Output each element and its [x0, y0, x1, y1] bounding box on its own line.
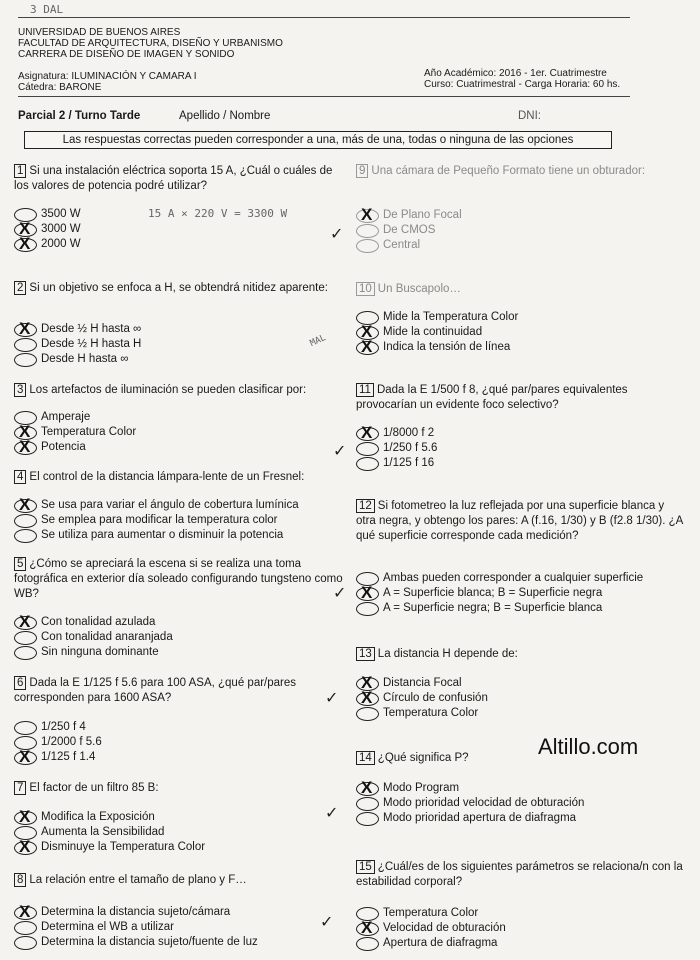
option-label: Determina el WB a utilizar	[41, 921, 174, 933]
question-number: 5	[14, 557, 26, 571]
question-number: 12	[356, 499, 375, 513]
answer-option[interactable]	[358, 921, 688, 936]
answer-option[interactable]	[358, 586, 688, 601]
question-number: 13	[356, 647, 375, 661]
check-mark-icon: ✓	[333, 585, 347, 602]
option-label: Con tonalidad azulada	[41, 616, 156, 628]
option-label: Modo prioridad apertura de diafragma	[383, 812, 577, 824]
answer-option[interactable]	[358, 601, 688, 616]
corner-note: 3 DAL	[30, 3, 64, 16]
answer-option[interactable]	[16, 528, 346, 543]
option-label: Determina la distancia sujeto/fuente de luz	[41, 936, 258, 948]
option-label: Ambas pueden corresponder a cualquier superficie	[383, 572, 644, 584]
marked-bubble-icon[interactable]	[14, 841, 37, 855]
surname-label: Apellido / Nombre	[179, 110, 271, 122]
question-stem	[14, 557, 347, 602]
answer-option[interactable]	[16, 905, 346, 920]
option-list	[358, 426, 688, 471]
empty-bubble-icon[interactable]	[356, 707, 379, 721]
option-label: Aumenta la Sensibilidad	[41, 826, 165, 838]
question-1	[14, 164, 344, 194]
answer-option[interactable]	[16, 840, 346, 855]
question-number: 7	[14, 781, 26, 795]
course-info: Curso: Cuatrimestral - Carga Horaria: 60 hs.	[424, 79, 621, 90]
question-number: 15	[356, 860, 375, 874]
empty-bubble-icon[interactable]	[356, 812, 379, 826]
marked-bubble-icon[interactable]	[356, 209, 379, 223]
instructions-box: Las respuestas correctas pueden corresponder a una, más de una, todas o ninguna de las opciones	[24, 131, 612, 149]
option-label: Temperatura Color	[41, 426, 137, 438]
empty-bubble-icon[interactable]	[356, 937, 379, 951]
answer-option[interactable]	[358, 706, 688, 721]
career-line: CARRERA DE DISEÑO DE IMAGEN Y SONIDO	[18, 49, 235, 60]
marked-bubble-icon[interactable]	[356, 922, 379, 936]
question-stem	[14, 781, 344, 796]
empty-bubble-icon[interactable]	[14, 921, 37, 935]
option-label: 1/125 f 1.4	[41, 751, 96, 763]
answer-option[interactable]	[16, 645, 346, 660]
question-13	[356, 647, 686, 662]
question-text: ¿Qué significa P?	[377, 752, 469, 764]
marked-bubble-icon[interactable]	[14, 751, 37, 765]
question-number: 10	[356, 282, 375, 296]
answer-option[interactable]	[16, 720, 346, 735]
answer-option[interactable]	[16, 337, 346, 352]
question-text: Dada la E 1/125 f 5.6 para 100 ASA, ¿qué par/pares corresponden para 1600 ASA?	[14, 677, 297, 704]
option-list	[16, 322, 346, 367]
question-number: 2	[14, 281, 26, 295]
question-number: 4	[14, 470, 26, 484]
check-mark-icon: ✓	[325, 690, 339, 707]
question-5	[14, 557, 347, 602]
option-label: Mide la continuidad	[383, 326, 483, 338]
option-label: Desde H hasta ∞	[41, 353, 129, 365]
answer-option[interactable]	[358, 456, 688, 471]
option-list	[358, 906, 688, 951]
option-label: Central	[383, 239, 421, 251]
question-6	[14, 676, 344, 706]
empty-bubble-icon[interactable]	[14, 936, 37, 950]
question-stem	[356, 860, 686, 890]
empty-bubble-icon[interactable]	[356, 797, 379, 811]
check-mark-icon: ✓	[330, 226, 344, 243]
answer-option[interactable]	[358, 906, 688, 921]
option-list	[16, 720, 346, 765]
option-label: Modifica la Exposición	[41, 811, 155, 823]
marked-bubble-icon[interactable]	[14, 906, 37, 920]
answer-option[interactable]	[358, 936, 688, 951]
question-text: La distancia H depende de:	[377, 648, 518, 660]
option-list	[16, 810, 346, 855]
answer-option[interactable]	[358, 340, 688, 355]
question-text: Si un objetivo se enfoca a H, se obtendrá nitidez aparente:	[29, 282, 328, 294]
answer-option[interactable]	[358, 208, 688, 223]
empty-bubble-icon[interactable]	[356, 457, 379, 471]
option-label: Determina la distancia sujeto/cámara	[41, 906, 231, 918]
answer-option[interactable]	[358, 441, 688, 456]
question-text: ¿Cuál/es de los siguientes parámetros se relaciona/n con la estabilidad corporal?	[356, 861, 683, 888]
option-label: Sin ninguna dominante	[41, 646, 159, 658]
answer-option[interactable]	[358, 426, 688, 441]
answer-option[interactable]	[16, 410, 346, 425]
question-4	[14, 470, 344, 485]
option-label: Disminuye la Temperatura Color	[41, 841, 206, 853]
answer-option[interactable]	[358, 325, 688, 340]
marked-bubble-icon[interactable]	[356, 692, 379, 706]
option-list	[358, 781, 688, 826]
check-mark-icon: ✓	[333, 443, 347, 460]
question-stem	[356, 499, 686, 544]
question-stem	[356, 164, 686, 179]
question-stem	[14, 281, 344, 296]
option-label: De Plano Focal	[383, 209, 462, 221]
empty-bubble-icon[interactable]	[356, 442, 379, 456]
marked-bubble-icon[interactable]	[14, 499, 37, 513]
question-15	[356, 860, 686, 890]
question-stem	[356, 647, 686, 662]
empty-bubble-icon[interactable]	[14, 529, 37, 543]
question-text: El control de la distancia lámpara-lente de un Fresnel:	[29, 471, 305, 483]
option-list	[358, 676, 688, 721]
option-label: 3000 W	[41, 223, 81, 235]
option-label: Círculo de confusión	[383, 692, 488, 704]
option-label: Se usa para variar el ángulo de cobertura lumínica	[41, 499, 299, 511]
option-label: 1/8000 f 2	[383, 427, 435, 439]
question-text: Si fotometreo la luz reflejada por una superficie blanca y otra negra, y obtengo los pares: A (f.16, 1/30) y B (f2.8 1/30). ¿A qué superficie corresponde cada medición?	[356, 500, 683, 542]
option-label: Se emplea para modificar la temperatura color	[41, 514, 278, 526]
university-line: UNIVERSIDAD DE BUENOS AIRES	[18, 27, 181, 38]
answer-option[interactable]	[358, 781, 688, 796]
question-number: 1	[14, 164, 26, 178]
marked-bubble-icon[interactable]	[14, 441, 37, 455]
option-label: 2000 W	[41, 238, 81, 250]
marked-bubble-icon[interactable]	[356, 782, 379, 796]
answer-option[interactable]	[16, 498, 346, 513]
empty-bubble-icon[interactable]	[356, 602, 379, 616]
answer-option[interactable]	[358, 691, 688, 706]
question-stem	[14, 676, 344, 706]
empty-bubble-icon[interactable]	[14, 353, 37, 367]
question-12	[356, 499, 686, 544]
question-text: Los artefactos de iluminación se pueden clasificar por:	[29, 384, 307, 396]
empty-bubble-icon[interactable]	[14, 338, 37, 352]
empty-bubble-icon[interactable]	[14, 514, 37, 528]
question-7	[14, 781, 344, 796]
question-number: 11	[356, 383, 374, 397]
option-label: Mide la Temperatura Color	[383, 311, 519, 323]
question-stem	[14, 164, 344, 194]
empty-bubble-icon[interactable]	[356, 224, 379, 238]
answer-option[interactable]	[16, 440, 346, 455]
answer-option[interactable]	[358, 223, 688, 238]
answer-option[interactable]	[16, 425, 346, 440]
check-mark-icon: ✓	[325, 805, 339, 822]
answer-option[interactable]	[16, 237, 346, 252]
question-text: ¿Cómo se apreciará la escena si se realiza una toma fotográfica en exterior día soleado configurando tungsteno como WB?	[14, 558, 343, 600]
option-list	[16, 615, 346, 660]
option-label: A = Superficie blanca; B = Superficie negra	[383, 587, 603, 599]
question-text: Si una instalación eléctrica soporta 15 A, ¿Cuál o cuáles de los valores de potencia podré utilizar?	[14, 165, 333, 192]
option-label: Indica la tensión de línea	[383, 341, 511, 353]
option-label: 3500 W	[41, 208, 81, 220]
question-stem	[356, 282, 686, 297]
academic-year: Año Académico: 2016 - 1er. Cuatrimestre	[424, 68, 607, 79]
mal-mark: MAL	[308, 333, 328, 349]
answer-option[interactable]	[16, 750, 346, 765]
answer-option[interactable]	[16, 920, 346, 935]
option-label: 1/2000 f 5.6	[41, 736, 102, 748]
answer-option[interactable]	[16, 630, 346, 645]
watermark: Altillo.com	[538, 734, 639, 759]
option-label: Desde ½ H hasta H	[41, 338, 142, 350]
marked-bubble-icon[interactable]	[14, 616, 37, 630]
option-label: Se utiliza para aumentar o disminuir la potencia	[41, 529, 284, 541]
question-stem	[14, 470, 344, 485]
option-label: Desde ½ H hasta ∞	[41, 323, 142, 335]
question-number: 8	[14, 873, 26, 887]
option-label: Temperatura Color	[383, 907, 479, 919]
question-2	[14, 281, 344, 296]
option-label: Con tonalidad anaranjada	[41, 631, 173, 643]
answer-option[interactable]	[358, 571, 688, 586]
faculty-line: FACULTAD DE ARQUITECTURA, DISEÑO Y URBANISMO	[18, 38, 283, 49]
question-text: Una cámara de Pequeño Formato tiene un obturador:	[371, 165, 646, 177]
option-label: Distancia Focal	[383, 677, 462, 689]
option-list	[358, 208, 688, 253]
option-list	[16, 410, 346, 455]
question-number: 6	[14, 676, 26, 690]
answer-option[interactable]	[16, 935, 346, 950]
chair-line: Cátedra: BARONE	[18, 82, 102, 93]
marked-bubble-icon[interactable]	[356, 427, 379, 441]
option-list	[358, 310, 688, 355]
answer-option[interactable]	[16, 513, 346, 528]
empty-bubble-icon[interactable]	[14, 631, 37, 645]
answer-option[interactable]	[16, 222, 346, 237]
question-stem	[14, 383, 344, 398]
empty-bubble-icon[interactable]	[14, 721, 37, 735]
answer-option[interactable]	[16, 322, 346, 337]
question-number: 3	[14, 383, 26, 397]
answer-option[interactable]	[358, 310, 688, 325]
empty-bubble-icon[interactable]	[356, 239, 379, 253]
option-list	[16, 498, 346, 543]
question-text: Un Buscapolo…	[377, 283, 461, 295]
answer-option[interactable]	[358, 796, 688, 811]
question-stem	[356, 383, 686, 413]
option-list	[358, 571, 688, 616]
marked-bubble-icon[interactable]	[14, 238, 37, 252]
option-label: A = Superficie negra; B = Superficie blanca	[383, 602, 603, 614]
question-text: La relación entre el tamaño de plano y F…	[29, 874, 247, 886]
marked-bubble-icon[interactable]	[356, 587, 379, 601]
option-label: Modo Program	[383, 782, 460, 794]
answer-option[interactable]	[16, 810, 346, 825]
option-label: 1/250 f 5.6	[383, 442, 438, 454]
check-mark-icon: ✓	[320, 914, 334, 931]
empty-bubble-icon[interactable]	[14, 646, 37, 660]
question-text: Dada la E 1/500 f 8, ¿qué par/pares equivalentes provocarían un evidente foco selectivo?	[356, 384, 628, 411]
question-3	[14, 383, 344, 398]
option-label: Temperatura Color	[383, 707, 479, 719]
question-number: 9	[356, 164, 368, 178]
marked-bubble-icon[interactable]	[356, 341, 379, 355]
option-list	[16, 905, 346, 950]
question-10	[356, 282, 686, 297]
question-number: 14	[356, 751, 375, 765]
option-label: Velocidad de obturación	[383, 922, 506, 934]
answer-option[interactable]	[358, 238, 688, 253]
exam-title: Parcial 2 / Turno Tarde	[18, 110, 141, 122]
answer-option[interactable]	[16, 825, 346, 840]
question-stem	[14, 873, 344, 888]
question-9	[356, 164, 686, 179]
option-label: Amperaje	[41, 411, 91, 423]
marked-bubble-icon[interactable]	[14, 323, 37, 337]
option-label: De CMOS	[383, 224, 436, 236]
answer-option[interactable]	[16, 735, 346, 750]
question-8	[14, 873, 344, 888]
answer-option[interactable]	[16, 615, 346, 630]
answer-option[interactable]	[16, 352, 346, 367]
answer-option[interactable]	[358, 676, 688, 691]
marked-bubble-icon[interactable]	[14, 811, 37, 825]
option-label: Apertura de diafragma	[383, 937, 498, 949]
question-11	[356, 383, 686, 413]
dni-label: DNI:	[518, 110, 541, 122]
option-label: 1/250 f 4	[41, 721, 86, 733]
question-text: El factor de un filtro 85 B:	[29, 782, 159, 794]
option-label: 1/125 f 16	[383, 457, 435, 469]
answer-option[interactable]	[358, 811, 688, 826]
handwritten-calculation: 15 A × 220 V = 3300 W	[148, 207, 288, 220]
subject-line: Asignatura: ILUMINACIÓN Y CAMARA I	[18, 71, 197, 82]
option-label: Potencia	[41, 441, 86, 453]
option-label: Modo prioridad velocidad de obturación	[383, 797, 585, 809]
